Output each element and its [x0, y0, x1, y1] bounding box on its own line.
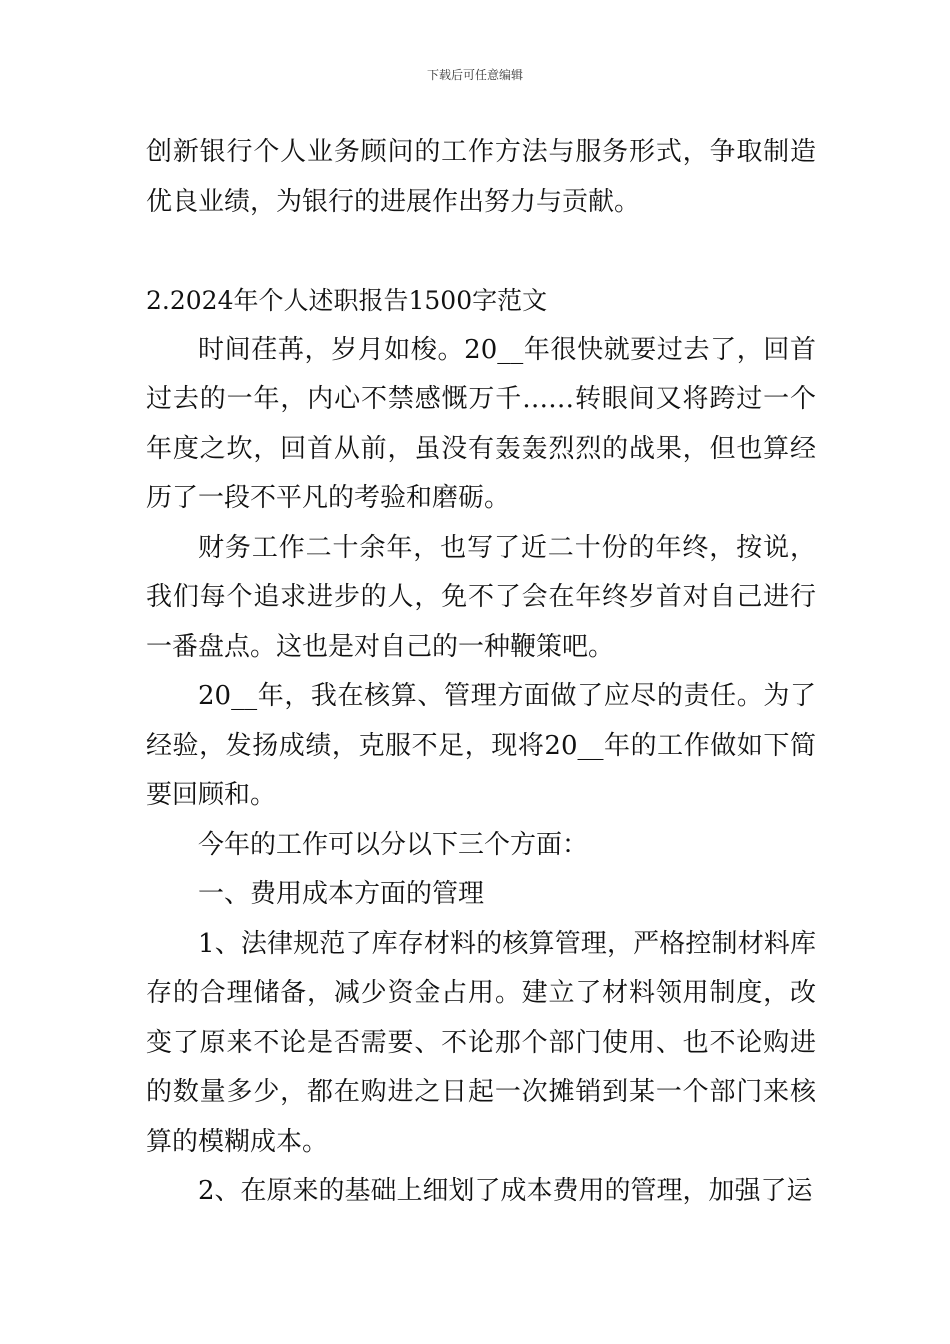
paragraph-continuation: 创新银行个人业务顾问的工作方法与服务形式，争取制造优良业绩，为银行的进展作出努力与贡献。	[146, 137, 816, 217]
section-title: 2.2024年个人述职报告1500字范文	[146, 286, 548, 315]
paragraph: 20__年，我在核算、管理方面做了应尽的责任。为了经验，发扬成绩，克服不足，现将20__年的工作做如下简要回顾和。	[146, 681, 816, 810]
paragraph: 时间荏苒，岁月如梭。20__年很快就要过去了，回首过去的一年，内心不禁感慨万千……转眼间又将跨过一个年度之坎，回首从前，虽没有轰轰烈烈的战果，但也算经历了一段不平凡的考验和磨砺。	[146, 334, 816, 513]
subsection-heading: 一、费用成本方面的管理	[198, 879, 485, 909]
paragraph: 1、法律规范了库存材料的核算管理，严格控制材料库存的合理储备，减少资金占用。建立了材料领用制度，改变了原来不论是否需要、不论那个部门使用、也不论购进的数量多少，都在购进之日起一次摊销到某一个部门来核算的模糊成本。	[146, 928, 816, 1157]
document-body	[146, 128, 816, 1217]
paragraph: 财务工作二十余年，也写了近二十份的年终，按说，我们每个追求进步的人，免不了会在年终岁首对自己进行一番盘点。这也是对自己的一种鞭策吧。	[146, 532, 816, 662]
paragraph: 今年的工作可以分以下三个方面：	[198, 829, 589, 860]
paragraph-gap	[146, 227, 816, 276]
page-header: 下载后可任意编辑	[426, 68, 523, 82]
paragraph: 2、在原来的基础上细划了成本费用的管理，加强了运	[198, 1176, 813, 1206]
